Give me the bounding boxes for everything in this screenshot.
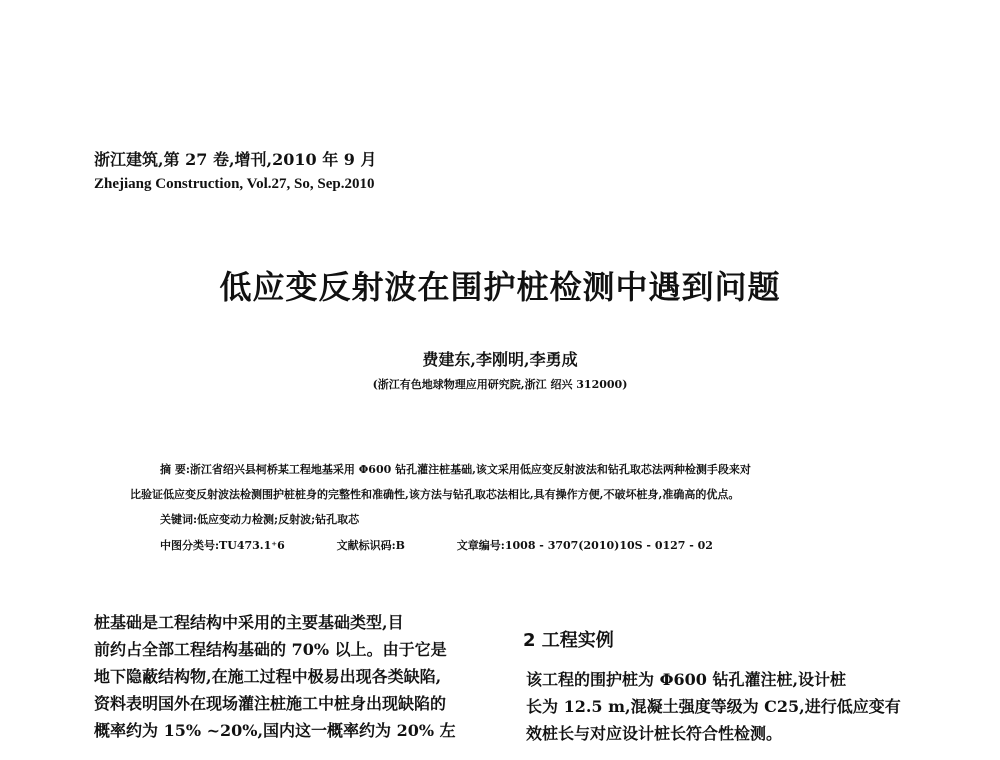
body-line: 前约占全部工程结构基础的 70% 以上。由于它是 [94, 640, 447, 659]
body-line: 桩基础是工程结构中采用的主要基础类型,目 [94, 613, 404, 632]
clc-number: 中图分类号:TU473.1⁺6 [160, 539, 285, 552]
classification-line [160, 539, 713, 553]
body-line: 长为 12.5 m,混凝土强度等级为 C25,进行低应变有 [526, 697, 901, 716]
body-left-column [94, 609, 456, 744]
abstract-line-1: 摘 要:浙江省绍兴县柯桥某工程地基采用 Φ600 钻孔灌注桩基础,该文采用低应变反射波法和钻孔取芯法两种检测手段来对 [160, 463, 751, 476]
body-line: 资料表明国外在现场灌注桩施工中桩身出现缺陷的 [94, 694, 447, 713]
authors: 费建东,李刚明,李勇成 [422, 350, 578, 369]
article-number: 文章编号:1008 - 3707(2010)10S - 0127 - 02 [456, 539, 713, 552]
section-heading: 2 工程实例 [523, 630, 614, 651]
body-right-column [526, 666, 901, 747]
journal-info-cn: 浙江建筑,第 27 卷,增刊,2010 年 9 月 [94, 150, 377, 169]
body-line: 效桩长与对应设计桩长符合性检测。 [526, 724, 783, 743]
body-line: 地下隐蔽结构物,在施工过程中极易出现各类缺陷, [94, 667, 442, 686]
document-code: 文献标识码:B [336, 539, 405, 552]
journal-info-en: Zhejiang Construction, Vol.27, So, Sep.2010 [94, 176, 375, 192]
keywords: 关键词:低应变动力检测;反射波;钻孔取芯 [160, 513, 360, 526]
abstract-line-2: 比验证低应变反射波法检测围护桩桩身的完整性和准确性,该方法与钻孔取芯法相比,具有操作方便,不破坏桩身,准确高的优点。 [130, 488, 740, 501]
body-line: 该工程的围护桩为 Φ600 钻孔灌注桩,设计桩 [526, 670, 847, 689]
affiliation: (浙江有色地球物理应用研究院,浙江 绍兴 312000) [372, 378, 628, 391]
body-line: 概率约为 15% ~20%,国内这一概率约为 20% 左 [94, 721, 456, 740]
paper-title: 低应变反射波在围护桩检测中遇到问题 [219, 268, 781, 306]
